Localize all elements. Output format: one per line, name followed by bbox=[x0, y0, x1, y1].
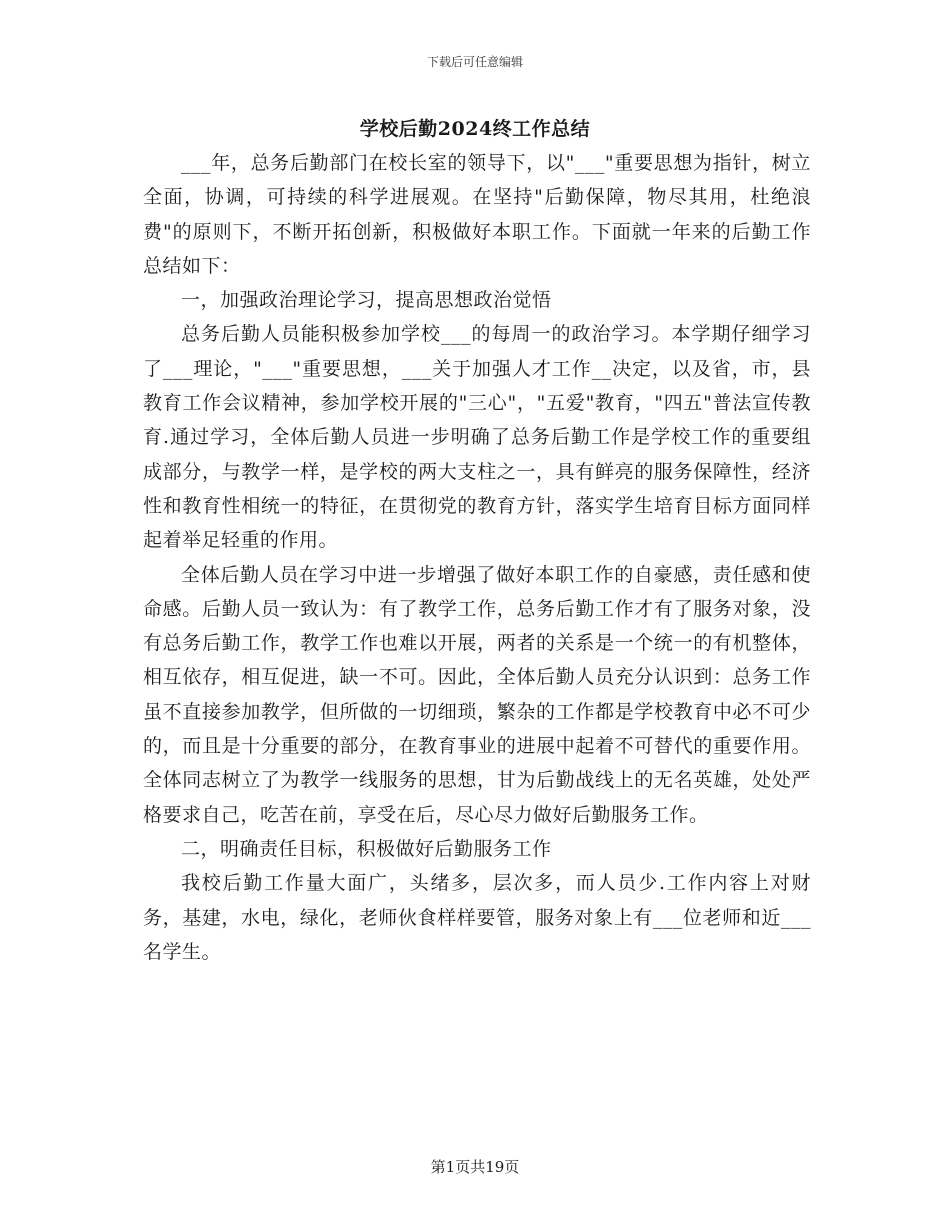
section-heading-1: 一，加强政治理论学习，提高思想政治觉悟 bbox=[181, 289, 552, 312]
paragraph-intro: ___年，总务后勤部门在校长室的领导下，以"___"重要思想为指针，树立全面，协调，可持续的科学进展观。在坚持"后勤保障，物尽其用，杜绝浪费"的原则下，不断开拓创新，积极做好本职工作。下面就一年来的后勤工作总结如下： bbox=[143, 152, 811, 277]
page-number: 第1页共19页 bbox=[430, 1158, 520, 1176]
paragraph: 我校后勤工作量大面广，头绪多，层次多，而人员少.工作内容上对财务，基建，水电，绿化，老师伙食样样要管，服务对象上有___位老师和近___名学生。 bbox=[143, 872, 811, 963]
section-heading-2: 二，明确责任目标，积极做好后勤服务工作 bbox=[181, 837, 552, 860]
document-body bbox=[143, 146, 811, 969]
paragraph: 总务后勤人员能积极参加学校___的每周一的政治学习。本学期仔细学习了___理论，"___"重要思想，___关于加强人才工作__决定，以及省，市，县教育工作会议精神，参加学校开展的"三心"，"五爱"教育，"四五"普法宣传教育.通过学习，全体后勤人员进一步明确了总务后勤工作是学校工作的重要组成部分，与教学一样，是学校的两大支柱之一，具有鲜亮的服务保障性，经济性和教育性相统一的特征，在贯彻党的教育方针，落实学生培育目标方面同样起着举足轻重的作用。 bbox=[143, 323, 811, 552]
document-title: 学校后勤2024终工作总结 bbox=[359, 118, 591, 140]
paragraph: 全体后勤人员在学习中进一步增强了做好本职工作的自豪感，责任感和使命感。后勤人员一致认为：有了教学工作，总务后勤工作才有了服务对象，没有总务后勤工作，教学工作也难以开展，两者的关系是一个统一的有机整体，相互依存，相互促进，缺一不可。因此，全体后勤人员充分认识到：总务工作虽不直接参加教学，但所做的一切细琐，繁杂的工作都是学校教育中必不可少的，而且是十分重要的部分，在教育事业的进展中起着不可替代的重要作用。全体同志树立了为教学一线服务的思想，甘为后勤战线上的无名英雄，处处严格要求自己，吃苦在前，享受在后，尽心尽力做好后勤服务工作。 bbox=[143, 563, 811, 826]
page-header-note: 下载后可任意编辑 bbox=[426, 55, 523, 69]
